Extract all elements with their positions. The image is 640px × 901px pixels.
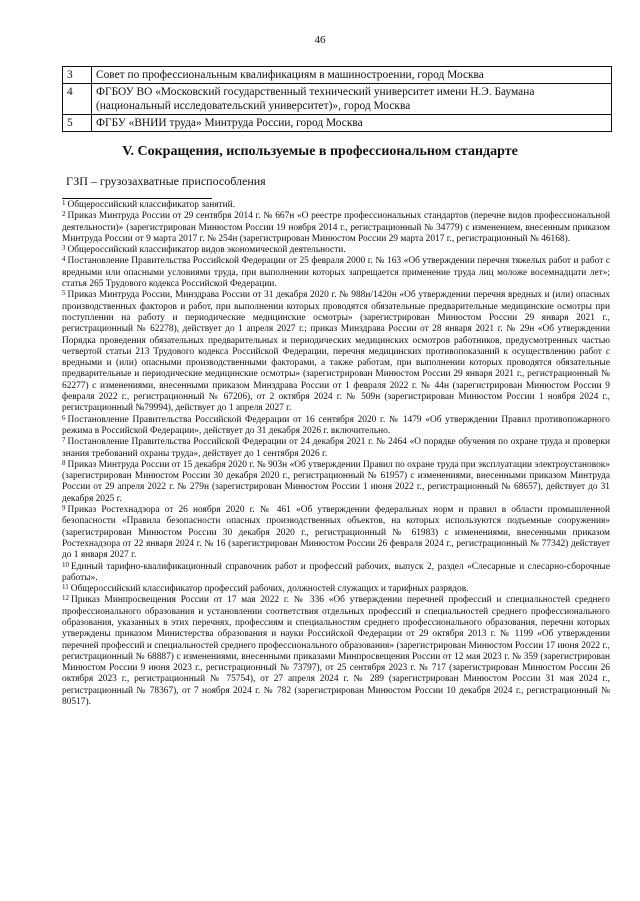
row-number: 4	[63, 84, 92, 115]
footnote-number: 3	[62, 244, 66, 253]
section-title: V. Сокращения, используемые в профессиональном стандарте	[122, 144, 518, 159]
footnote-text: Постановление Правительства Российской Федерации от 25 февраля 2000 г. № 163 «Об утверждении перечня тяжелых работ и работ с вредными или опасными условиями труда, при выполнении которых запрещается применение труда лиц моложе восемнадцати лет»; статья 265 Трудового кодекса Российской Федерации.	[62, 256, 610, 290]
footnote-text: Общероссийский классификатор занятий.	[67, 200, 235, 210]
footnote-text: Приказ Минтруда России от 29 сентября 2014 г. № 667н «О реестре профессиональных стандартов (перечне видов профессиональной деятельности)» (зарегистрирован Минюстом России 19 ноября 2014 г., регистрационный № 34779) с изменением, внесенным приказом Минтруда России от 9 марта 2017 г. № 254н (зарегистрирован Минюстом России 29 марта 2017 г., регистрационный № 46168).	[62, 211, 610, 244]
footnote-text: Единый тарифно-квалификационный справочник работ и профессий рабочих, выпуск 2, раздел «Слесарные и слесарно-сборочные работы».	[62, 561, 610, 583]
footnote-number: 6	[62, 413, 66, 422]
footnote-number: 12	[62, 594, 69, 603]
footnote	[62, 595, 610, 708]
table-row	[63, 67, 612, 84]
footnote	[62, 584, 610, 595]
footnote	[62, 415, 610, 438]
footnote	[62, 245, 610, 256]
footnote-number: 8	[62, 458, 66, 467]
table-row	[63, 84, 612, 115]
footnote-text: Общероссийский классификатор профессий рабочих, должностей служащих и тарифных разрядов.	[70, 584, 469, 595]
footnote	[62, 460, 610, 505]
developer-organizations-table	[62, 66, 612, 132]
row-number: 5	[63, 115, 92, 132]
page-number: 46	[314, 34, 326, 46]
footnote	[62, 256, 610, 290]
footnote-text: Постановление Правительства Российской Федерации от 24 декабря 2021 г. № 2464 «О порядке обучения по охране труда и проверки знания требований охраны труда», действует до 1 сентября 2026 г.	[62, 437, 610, 459]
footnote	[62, 562, 610, 585]
table-row	[63, 115, 612, 132]
abbreviation-entry: ГЗП – грузозахватные приспособления	[66, 174, 266, 188]
organization-name: ФГБОУ ВО «Московский государственный технический университет имени Н.Э. Баумана (национальный исследовательский университет)», город Москва	[92, 84, 612, 115]
organization-name: ФГБУ «ВНИИ труда» Минтруда России, город Москва	[92, 115, 612, 132]
footnote-text: Приказ Минтруда России, Минздрава России от 31 декабря 2020 г. № 988н/1420н «Об утверждении перечня вредных и (или) опасных производственных факторов и работ, при выполнении которых проводятся обязательные предварительные медицинские осмотры при поступлении на работу и периодические медицинские осмотры» (зарегистрирован Минюстом России 29 января 2021 г., регистрационный № 62278), действует до 1 апреля 2027 г.; приказ Минздрава России от 28 января 2021 г. № 29н «Об утверждении Порядка проведения обязательных предварительных и периодических медицинских осмотров работников, предусмотренных частью четвертой статьи 213 Трудового кодекса Российской Федерации, перечня медицинских противопоказаний к осуществлению работ с вредными и (или) опасными производственными факторами, а также работам, при выполнении которых проводятся обязательные предварительные и периодические медицинские осмотры» (зарегистрирован Минюстом России 29 января 2021 г., регистрационный № 62277) с изменениями, внесенными приказом Минздрава России от 1 февраля 2022 г. № 44н (зарегистрирован Минюстом России 9 февраля 2022 г., регистрационный № 67206), от 2 октября 2024 г. № 509н (зарегистрирован Минюстом России 1 ноября 2024 г., регистрационный №79994), действует до 1 апреля 2027 г.	[62, 290, 610, 414]
footnote	[62, 290, 610, 414]
footnote-text: Приказ Минпросвещения России от 17 мая 2022 г. № 336 «Об утверждении перечней профессий и специальностей среднего профессионального образования и установлении соответствия отдельных профессий и специальностей среднего профессионального образования, указанных в этих перечнях, профессиям и специальностям среднего профессионального образования, перечни которых утверждены приказом Министерства образования и науки Российской Федерации от 29 октября 2013 г. № 1199 «Об утверждении перечней профессий и специальностей среднего профессионального образования» (зарегистрирован Минюстом России 17 июня 2022 г., регистрационный № 68887) с изменениями, внесенными приказами Минпросвещения России от 12 мая 2023 г. № 359 (зарегистрирован Минюстом России 9 июня 2023 г., регистрационный № 73797), от 25 сентября 2023 г. № 717 (зарегистрирован Минюстом России 26 октября 2023 г., регистрационный № 75754), от 27 апреля 2024 г. № 289 (зарегистрирован Минюстом России 31 мая 2024 г., регистрационный № 78367), от 7 ноября 2024 г. № 782 (зарегистрирован Минюстом России 10 декабря 2024 г., регистрационный № 80517).	[62, 595, 610, 708]
footnote-number: 9	[62, 504, 66, 513]
footnote-text: Постановление Правительства Российской Федерации от 16 сентября 2020 г. № 1479 «Об утверждении Правил противопожарного режима в Российской Федерации», действует до 31 декабря 2026 г. включительно.	[62, 414, 610, 436]
footnote-number: 11	[62, 583, 69, 592]
footnote-number: 5	[62, 289, 66, 298]
footnote	[62, 211, 610, 245]
footnote-number: 10	[62, 560, 69, 569]
footnote-text: Приказ Ростехнадзора от 26 ноября 2020 г. № 461 «Об утверждении федеральных норм и правил в области промышленной безопасности «Правила безопасности опасных производственных объектов, на которых используются подъемные сооружения» (зарегистрирован Минюстом России 30 декабря 2020 г., регистрационный № 61983) с изменениями, внесенными приказом Ростехнадзора от 22 января 2024 г. № 16 (зарегистрирован Минюстом России 26 февраля 2024 г., регистрационный № 77342) действует до 1 января 2027 г.	[62, 505, 610, 561]
footnote	[62, 505, 610, 561]
footnote	[62, 437, 610, 460]
footnote-number: 1	[62, 199, 66, 207]
footnote-separator	[62, 198, 212, 199]
footnote-text: Приказ Минтруда России от 15 декабря 2020 г. № 903н «Об утверждении Правил по охране труда при эксплуатации электроустановок» (зарегистрирован Минюстом России 30 декабря 2020 г., регистрационный № 61957) с изменениями, внесенными приказом Минтруда России от 29 апреля 2022 г. № 279н (зарегистрирован Минюстом России 1 июня 2022 г., регистрационный № 68657), действует до 31 декабря 2025 г.	[62, 459, 610, 504]
footnote	[62, 200, 610, 211]
footnote-text: Общероссийский классификатор видов экономической деятельности.	[67, 245, 346, 256]
organization-name: Совет по профессиональным квалификациям в машиностроении, город Москва	[92, 67, 612, 84]
footnotes	[62, 200, 610, 708]
footnote-number: 2	[62, 210, 66, 219]
row-number: 3	[63, 67, 92, 84]
footnote-number: 4	[62, 255, 66, 264]
footnote-number: 7	[62, 436, 66, 445]
